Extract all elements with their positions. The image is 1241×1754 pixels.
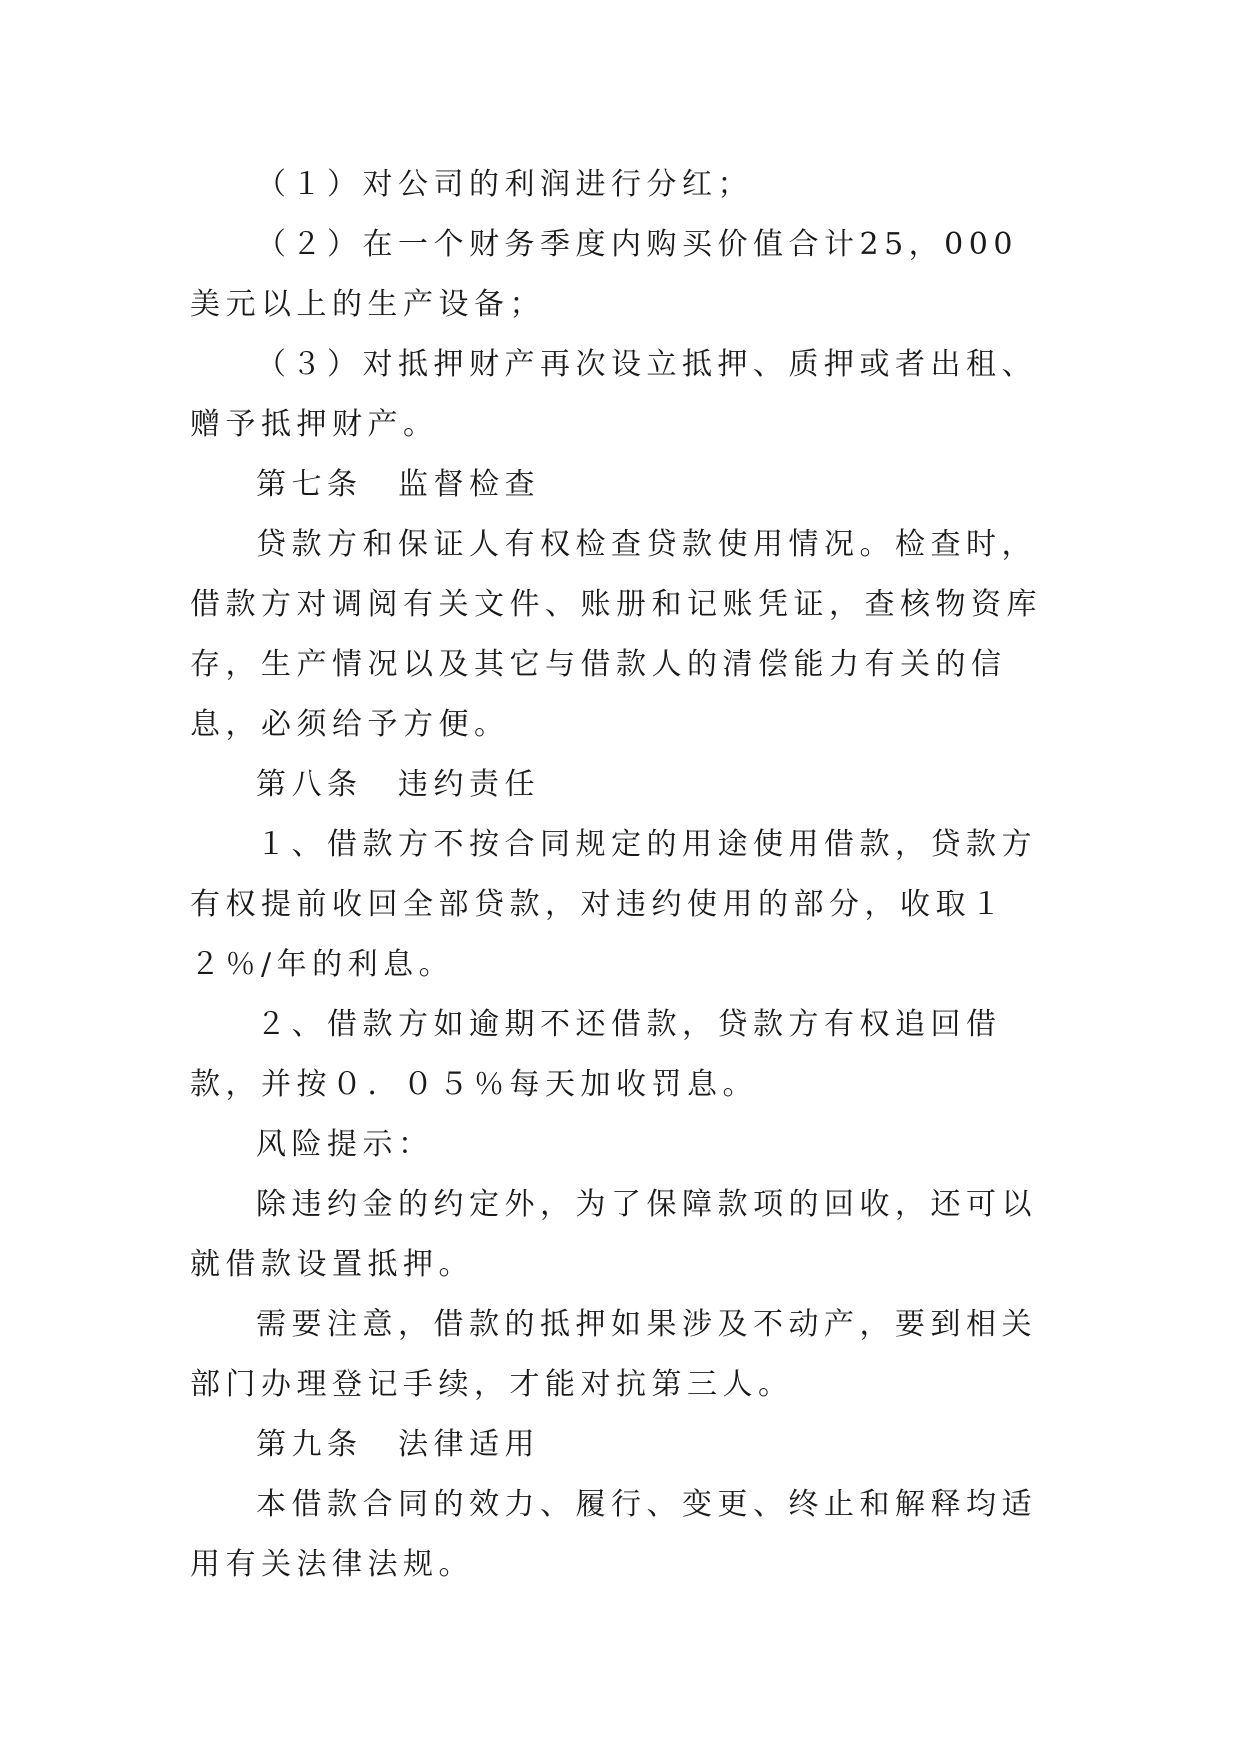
- clause-item-3: （３）对抵押财产再次设立抵押、质押或者出租、赠予抵押财产。: [190, 347, 1037, 442]
- article-9-body: 本借款合同的效力、履行、变更、终止和解释均适用有关法律法规。: [190, 1487, 1037, 1582]
- risk-notice-body-1: 除违约金的约定外，为了保障款项的回收，还可以就借款设置抵押。: [190, 1187, 1037, 1282]
- article-7-heading: 第七条 监督检查: [256, 467, 540, 502]
- risk-notice-body-2: 需要注意，借款的抵押如果涉及不动产，要到相关部门办理登记手续，才能对抗第三人。: [190, 1307, 1037, 1402]
- clause-item-2: （２）在一个财务季度内购买价值合计25，000美元以上的生产设备；: [190, 227, 1018, 322]
- article-8-heading: 第八条 违约责任: [256, 767, 540, 802]
- document-body: [190, 155, 1045, 1595]
- article-8-item-2: ２、借款方如逾期不还借款，贷款方有权追回借款，并按０．０５％每天加收罚息。: [190, 1007, 1002, 1102]
- article-7-body: 贷款方和保证人有权检查贷款使用情况。检查时，借款方对调阅有关文件、账册和记账凭证，查核物资库存，生产情况以及其它与借款人的清偿能力有关的信息，必须给予方便。: [190, 527, 1042, 742]
- article-8-item-1: １、借款方不按合同规定的用途使用借款，贷款方有权提前收回全部贷款，对违约使用的部分，收取１２％/年的利息。: [190, 827, 1037, 982]
- risk-notice-heading: 风险提示：: [256, 1127, 434, 1162]
- clause-item-1: （１）对公司的利润进行分红；: [256, 167, 753, 202]
- article-9-heading: 第九条 法律适用: [256, 1427, 540, 1462]
